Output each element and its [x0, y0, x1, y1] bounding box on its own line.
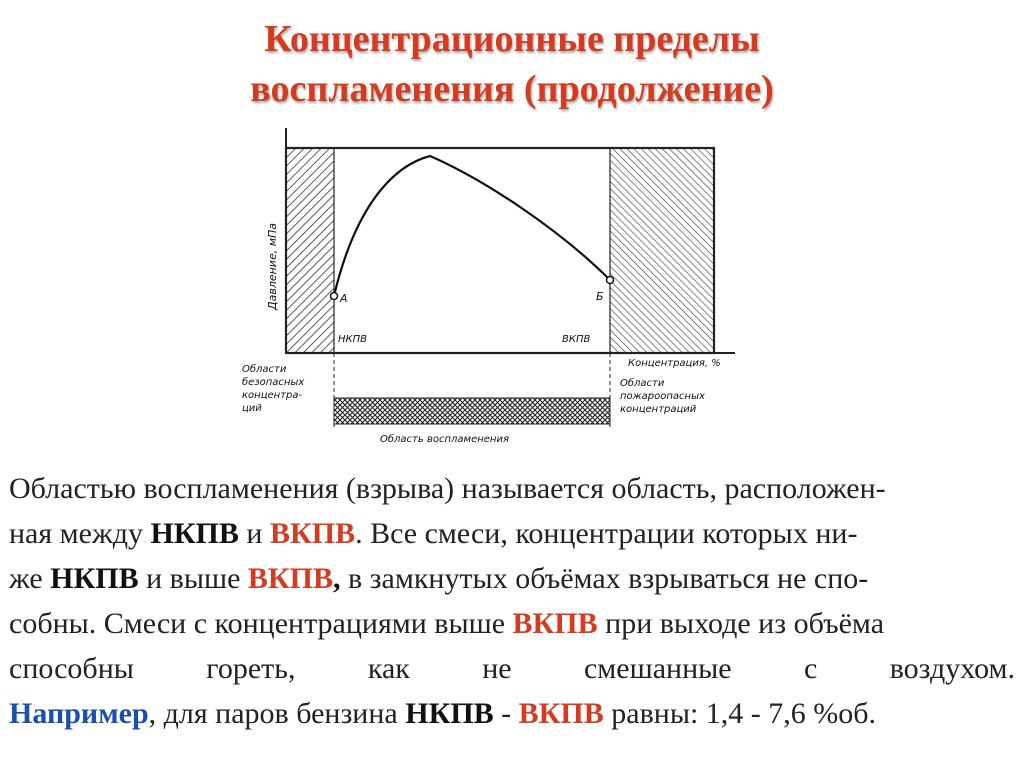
- y-axis-label: Давление, мПа: [266, 222, 279, 310]
- example-link[interactable]: Например: [9, 697, 149, 730]
- paragraph-line-3: же НКПВ и выше ВКПВ, в замкнутых объёмах взрываться не спо-: [9, 562, 869, 595]
- vkpv-marker-label: ВКПВ: [562, 334, 591, 345]
- nkpv-marker-label: НКПВ: [338, 334, 367, 345]
- hazard-zone-text: Области пожароопасных концентраций: [620, 378, 705, 415]
- flammability-diagram: [230, 120, 750, 455]
- point-a-label: А: [340, 292, 348, 305]
- definition-paragraph: [9, 466, 1015, 736]
- pressure-curve: [334, 156, 610, 296]
- title-line-2: воспламенения (продолжение): [250, 68, 774, 110]
- safe-zone-text: Области безопасных концентра- ций: [242, 364, 305, 414]
- paragraph-line-5: способны гореть, как не смешанные с воздухом.: [9, 652, 1015, 685]
- point-a-marker: [331, 293, 338, 300]
- point-b-label: Б: [596, 290, 604, 303]
- paragraph-line-1: Областью воспламенения (взрыва) называется область, расположен-: [9, 472, 886, 505]
- vkpv-term: ВКПВ: [269, 517, 356, 550]
- point-b-marker: [607, 277, 614, 284]
- safe-zone-hatch: [286, 148, 334, 353]
- slide-title: [0, 14, 1024, 114]
- paragraph-line-2: ная между НКПВ и ВКПВ. Все смеси, концентрации которых ни-: [9, 517, 858, 550]
- ignition-region-label: Область воспламенения: [380, 434, 509, 445]
- title-line-1: Концентрационные пределы: [264, 18, 760, 60]
- nkpv-term: НКПВ: [150, 517, 239, 550]
- x-axis-label: Концентрация, %: [628, 358, 721, 369]
- nkpv-term: НКПВ: [405, 697, 494, 730]
- hazard-zone-hatch: [610, 148, 714, 353]
- ignition-region-bar: [334, 398, 610, 424]
- vkpv-term: ВКПВ: [518, 697, 604, 730]
- vkpv-term: ВКПВ: [512, 607, 598, 640]
- nkpv-term: НКПВ: [50, 562, 139, 595]
- paragraph-line-6: Например, для паров бензина НКПВ - ВКПВ равны: 1,4 - 7,6 %об.: [9, 697, 877, 730]
- vkpv-term: ВКПВ: [247, 562, 333, 595]
- paragraph-line-4: собны. Смеси с концентрациями выше ВКПВ при выходе из объёма: [9, 607, 885, 640]
- diagram-svg: [230, 120, 750, 455]
